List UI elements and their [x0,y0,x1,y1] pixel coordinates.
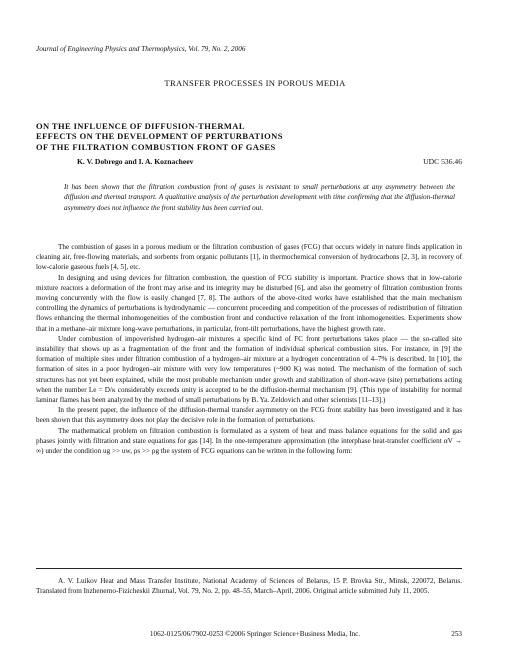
abstract: It has been shown that the filtration combustion front of gases is resistant to small perturbations at any asymmetry between the diffusion and thermal transport. A qualitative analysis of the perturbation development with time confirming that the diffusion-thermal asymmetry does not influence the front stability has been carried out. [64,183,455,212]
page-number: 253 [451,630,462,638]
body-text [36,242,462,456]
title-line: ON THE INFLUENCE OF DIFFUSION-THERMAL [36,121,245,131]
paragraph: Under combustion of impoverished hydrogen–air mixtures a specific kind of FC front perturbations takes place — the so-called site instability that shows up as a fragmentation of the front and the formation of individual spherical combustion sites. For instance, in [9] the formation of multiple sites under filtration combustion of a hydrogen–air mixture at a hydrogen concentration of 4–7% is described. In [10], the formation of sites in a poor hydrogen–air mixture with very low temperatures (~900 K) was noted. The mechanism of the formation of such structures has not yet been explained, while the most probable mechanism under growth and stabilization of short-wave (site) perturbations acting when the number Le = D/κ considerably exceeds unity is accepted to be the diffusion-thermal mechanism [9]. (This type of instability for normal laminar flames has been analyzed by the method of small perturbations by B. Ya. Zeldovich and other scientists [11–13].) [36,334,462,405]
title-line: OF THE FILTRATION COMBUSTION FRONT OF GASES [36,141,276,152]
udc-code: UDC 536.46 [423,157,462,166]
journal-citation: Journal of Engineering Physics and Thermophysics, Vol. 79, No. 2, 2006 [36,45,246,53]
paragraph: The mathematical problem on filtration combustion is formulated as a system of heat and mass balance equations for the solid and gas phases jointly with filtration and state equations for gas [14]. In the one-temperature approximation (the interphase heat-transfer coefficient αV → ∞) under the condition ug >> uw, ρs >> ρg the system of FCG equations can be written in the following form: [36,426,462,456]
title-line: EFFECTS ON THE DEVELOPMENT OF PERTURBATIONS [36,131,283,142]
paragraph: In designing and using devices for filtration combustion, the question of FCG stability is important. Practice shows that in low-calorie mixture reactors a deformation of the front may arise and its integrity may be disturbed [6], and also the geometry of filtration combustion fronts moving concurrently with the flow is easily changed [7, 8]. The authors of the above-cited works have established that the main mechanism controlling the dynamics of perturbations is hydrodynamic — concurrent proceeding and competition of the processes of redistribution of filtration flows enhancing the thermal inhomogeneities of the combustion front and conductive relaxation of the front inhomogeneities. Experiments show that in a methane–air mixture long-wave perturbations, in particular, front-tilt perturbations, have the highest growth rate. [36,273,462,333]
authors: K. V. Dobrego and I. A. Koznacheev [77,157,194,166]
affiliation-footnote: A. V. Luikov Heat and Mass Transfer Institute, National Academy of Sciences of Belarus, 15 P. Brovka Str., Minsk, 220072, Belarus. Translated from Inzhenerno-Fizicheskii Zhurnal, Vol. 79, No. 2, pp. 48–55, March–April, 2006. Original article submitted July 11, 2005. [36,577,462,596]
copyright-code: 1062-0125/06/7902-0253 ©2006 Springer Science+Business Media, Inc. [149,630,361,638]
article-title [36,121,283,152]
paragraph: The combustion of gases in a porous medium or the filtration combustion of gases (FCG) that occurs widely in nature finds application in cleaning air, free-flowing materials, and sorbents from organic pollutants [1], in thermochemical conversion of hydrocarbons [2, 3], in recovery of low-calorie gaseous fuels [4, 5], etc. [36,243,462,272]
footnote-divider [36,568,462,569]
paragraph: In the present paper, the influence of the diffusion-thermal transfer asymmetry on the FCG front stability has been investigated and it has been shown that this asymmetry does not play the decisive role in the formation of perturbations. [36,406,462,425]
section-heading: TRANSFER PROCESSES IN POROUS MEDIA [164,78,346,88]
